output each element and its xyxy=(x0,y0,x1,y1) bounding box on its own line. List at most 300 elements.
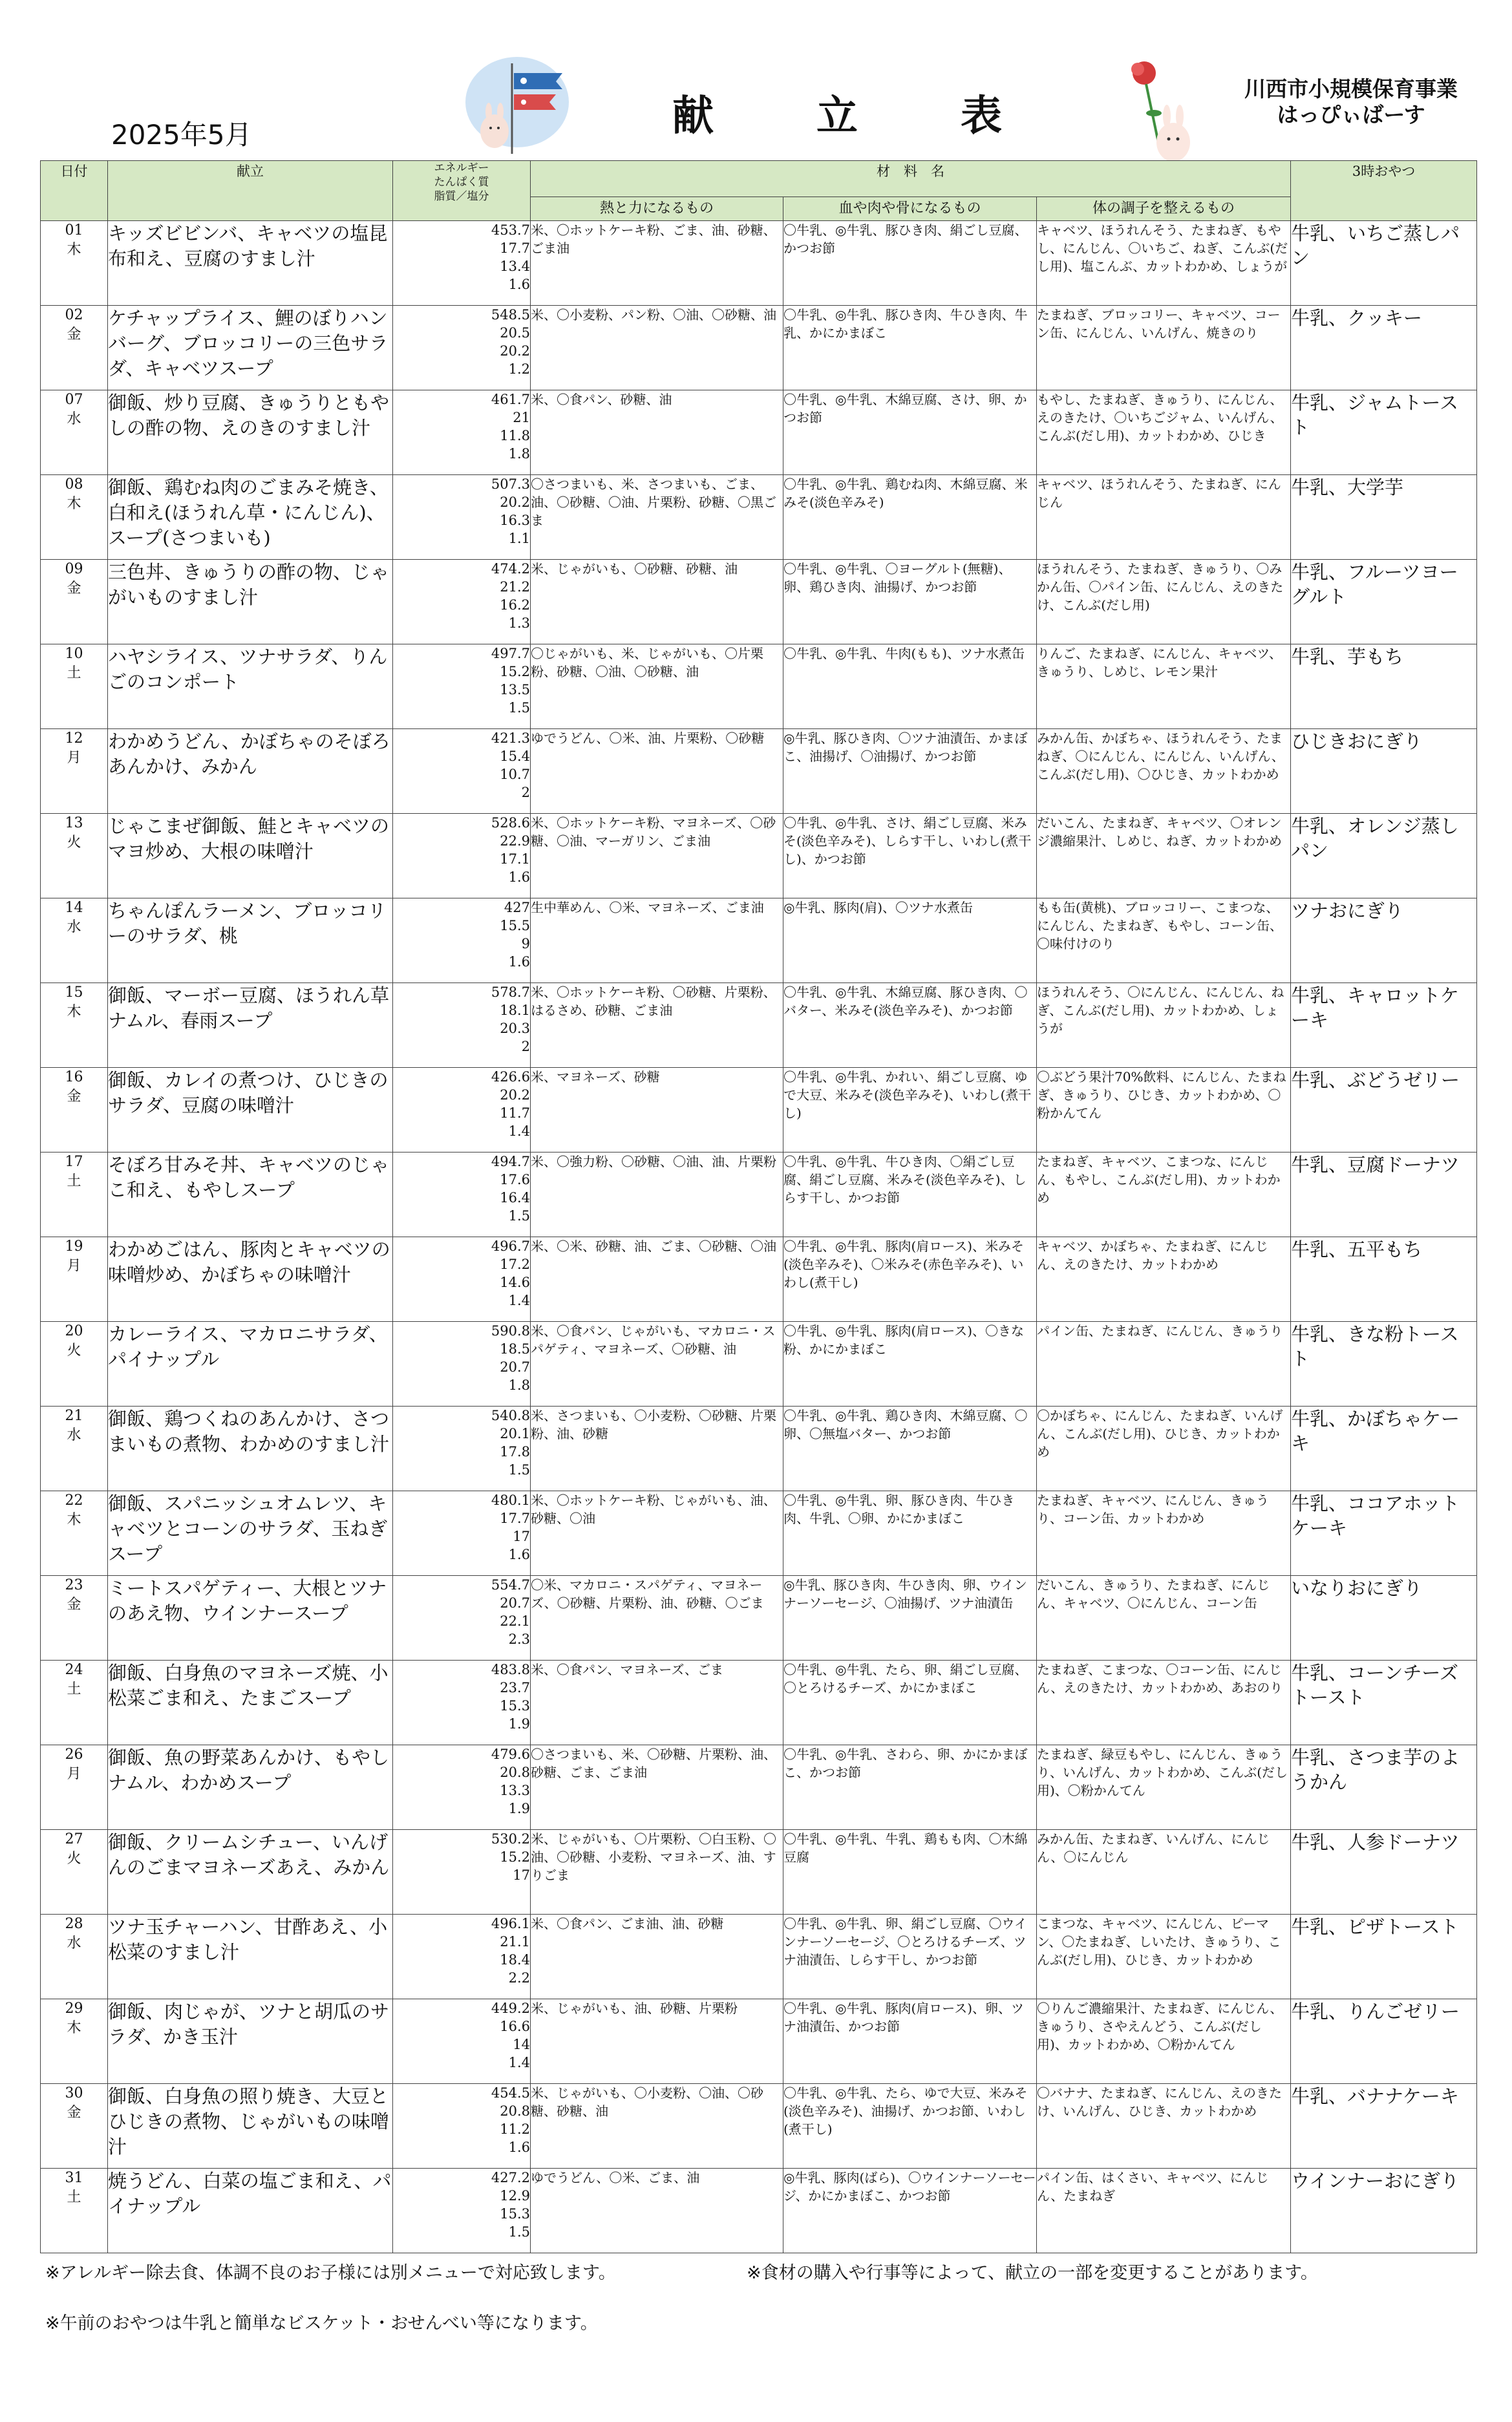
snack-cell: 牛乳、五平もち xyxy=(1291,1237,1477,1322)
salt-value: 1.9 xyxy=(508,1716,530,1732)
blood-foods-cell: 〇牛乳、◎牛乳、牛ひき肉、〇絹ごし豆腐、絹ごし豆腐、米みそ(淡色辛みそ)、しらす干し、かつお節 xyxy=(783,1153,1037,1237)
title-char-1: 献 xyxy=(672,92,714,140)
protein-value: 15.2 xyxy=(500,664,530,679)
energy-value: 474.2 xyxy=(491,561,530,577)
body-foods-cell: パイン缶、はくさい、キャベツ、にんじん、たまねぎ xyxy=(1037,2169,1291,2253)
page-title xyxy=(672,83,1002,142)
menu-cell: ミートスパゲティー、大根とツナのあえ物、ウインナースープ xyxy=(108,1576,393,1661)
menu-cell: 御飯、肉じゃが、ツナと胡瓜のサラダ、かき玉汁 xyxy=(108,1999,393,2084)
snack-cell: 牛乳、さつま芋のようかん xyxy=(1291,1745,1477,1830)
date-cell xyxy=(41,983,108,1068)
menu-row xyxy=(41,983,1477,1068)
day-number: 13 xyxy=(65,815,83,831)
date-cell xyxy=(41,729,108,814)
weekday: 月 xyxy=(67,1258,81,1274)
note-morning-snack: ※午前のおやつは牛乳と簡単なビスケット・おせんべい等になります。 xyxy=(45,2313,598,2333)
fat-value: 22.1 xyxy=(500,1613,530,1629)
energy-value: 479.6 xyxy=(491,1747,530,1762)
blood-foods-cell: 〇牛乳、◎牛乳、牛肉(もも)、ツナ水煮缶 xyxy=(783,644,1037,729)
salt-value: 1.6 xyxy=(508,869,530,885)
protein-value: 17.7 xyxy=(500,240,530,256)
energy-value: 497.7 xyxy=(491,646,530,661)
blood-foods-cell: ◎牛乳、豚ひき肉、〇ツナ油漬缶、かまぼこ、油揚げ、〇油揚げ、かつお節 xyxy=(783,729,1037,814)
body-foods-cell: もやし、たまねぎ、きゅうり、にんじん、えのきたけ、〇いちごジャム、いんげん、こんぶ(だし用)、カットわかめ、ひじき xyxy=(1037,390,1291,475)
date-cell xyxy=(41,1153,108,1237)
day-number: 21 xyxy=(65,1408,83,1424)
date-cell xyxy=(41,1661,108,1745)
blood-foods-cell: 〇牛乳、◎牛乳、卵、絹ごし豆腐、〇ウインナーソーセージ、〇とろけるチーズ、ツナ油漬缶、しらす干し、かつお節 xyxy=(783,1915,1037,1999)
body-foods-cell: キャベツ、かぼちゃ、たまねぎ、にんじん、えのきたけ、カットわかめ xyxy=(1037,1237,1291,1322)
snack-cell: 牛乳、コーンチーズトースト xyxy=(1291,1661,1477,1745)
menu-cell: 御飯、魚の野菜あんかけ、もやしナムル、わかめスープ xyxy=(108,1745,393,1830)
day-number: 22 xyxy=(65,1493,83,1509)
weekday: 土 xyxy=(67,1173,81,1189)
body-foods-cell: 〇りんご濃縮果汁、たまねぎ、にんじん、きゅうり、さやえんどう、こんぶ(だし用)、カットわかめ、〇粉かんてん xyxy=(1037,1999,1291,2084)
menu-cell: 御飯、白身魚のマヨネーズ焼、小松菜ごま和え、たまごスープ xyxy=(108,1661,393,1745)
menu-cell: わかめごはん、豚肉とキャベツの味噌炒め、かぼちゃの味噌汁 xyxy=(108,1237,393,1322)
nutrition-cell xyxy=(393,1999,531,2084)
weekday: 金 xyxy=(67,1597,81,1613)
weekday: 月 xyxy=(67,1766,81,1782)
snack-cell: 牛乳、キャロットケーキ xyxy=(1291,983,1477,1068)
menu-row xyxy=(41,1745,1477,1830)
energy-value: 590.8 xyxy=(491,1323,530,1339)
body-foods-cell: ほうれんそう、〇にんじん、にんじん、ねぎ、こんぶ(だし用)、カットわかめ、しょうが xyxy=(1037,983,1291,1068)
protein-value: 20.1 xyxy=(500,1426,530,1441)
blood-foods-cell: 〇牛乳、◎牛乳、豚肉(肩ロース)、米みそ(淡色辛みそ)、〇米みそ(赤色辛みそ)、いわし(煮干し) xyxy=(783,1237,1037,1322)
blood-foods-cell: 〇牛乳、◎牛乳、さわら、卵、かにかまぼこ、かつお節 xyxy=(783,1745,1037,1830)
header-snack: 3時おやつ xyxy=(1291,161,1477,221)
koinobori-illustration xyxy=(453,50,582,160)
day-number: 16 xyxy=(65,1069,83,1085)
blood-foods-cell: 〇牛乳、◎牛乳、卵、豚ひき肉、牛ひき肉、牛乳、〇卵、かにかまぼこ xyxy=(783,1491,1037,1576)
menu-row xyxy=(41,1999,1477,2084)
day-number: 08 xyxy=(65,476,83,493)
salt-value: 2.2 xyxy=(508,1970,530,1986)
day-number: 26 xyxy=(65,1747,83,1763)
body-foods-cell: 〇ぶどう果汁70%飲料、にんじん、たまねぎ、きゅうり、ひじき、カットわかめ、〇粉かんてん xyxy=(1037,1068,1291,1153)
menu-cell: そぼろ甘みそ丼、キャベツのじゃこ和え、もやしスープ xyxy=(108,1153,393,1237)
header-energy: 熱と力になるもの xyxy=(531,197,783,221)
fat-value: 17 xyxy=(513,1867,530,1883)
date-cell xyxy=(41,475,108,560)
fat-value: 13.5 xyxy=(500,682,530,697)
menu-row xyxy=(41,1491,1477,1576)
nutrition-cell xyxy=(393,1915,531,1999)
nutrition-cell xyxy=(393,983,531,1068)
menu-row xyxy=(41,475,1477,560)
salt-value: 1.6 xyxy=(508,954,530,970)
organization-line-1: 川西市小規模保育事業 xyxy=(1244,76,1458,101)
menu-row xyxy=(41,644,1477,729)
weekday: 金 xyxy=(67,326,81,343)
protein-value: 20.8 xyxy=(500,1765,530,1780)
body-foods-cell: たまねぎ、こまつな、〇コーン缶、にんじん、えのきたけ、カットわかめ、あおのり xyxy=(1037,1661,1291,1745)
blood-foods-cell: 〇牛乳、◎牛乳、たら、卵、絹ごし豆腐、〇とろけるチーズ、かにかまぼこ xyxy=(783,1661,1037,1745)
energy-foods-cell: 〇さつまいも、米、さつまいも、ごま、油、〇砂糖、〇油、片栗粉、砂糖、〇黒ごま xyxy=(531,475,783,560)
date-cell xyxy=(41,1999,108,2084)
weekday: 木 xyxy=(67,2020,81,2036)
snack-cell: 牛乳、かぼちゃケーキ xyxy=(1291,1407,1477,1491)
fat-value: 18.4 xyxy=(500,1952,530,1968)
energy-value: 528.6 xyxy=(491,815,530,831)
protein-value: 12.9 xyxy=(500,2188,530,2204)
menu-row xyxy=(41,1153,1477,1237)
carnation-illustration xyxy=(1115,55,1212,171)
menu-cell: 御飯、マーボー豆腐、ほうれん草ナムル、春雨スープ xyxy=(108,983,393,1068)
nutrition-cell xyxy=(393,729,531,814)
snack-cell: 牛乳、豆腐ドーナツ xyxy=(1291,1153,1477,1237)
fat-value: 17.8 xyxy=(500,1444,530,1460)
blood-foods-cell: 〇牛乳、◎牛乳、牛乳、鶏もも肉、〇木綿豆腐 xyxy=(783,1830,1037,1915)
energy-foods-cell: 米、じゃがいも、〇砂糖、砂糖、油 xyxy=(531,560,783,644)
menu-row xyxy=(41,1407,1477,1491)
body-foods-cell: ほうれんそう、たまねぎ、きゅうり、〇みかん缶、〇パイン缶、にんじん、えのきたけ、こんぶ(だし用) xyxy=(1037,560,1291,644)
energy-foods-cell: ゆでうどん、〇米、ごま、油 xyxy=(531,2169,783,2253)
energy-value: 540.8 xyxy=(491,1408,530,1423)
weekday: 火 xyxy=(67,834,81,851)
fat-value: 13.3 xyxy=(500,1783,530,1798)
body-foods-cell: みかん缶、たまねぎ、いんげん、にんじん、〇にんじん xyxy=(1037,1830,1291,1915)
snack-cell: 牛乳、いちご蒸しパン xyxy=(1291,221,1477,306)
blood-foods-cell: ◎牛乳、豚肉(ばら)、〇ウインナーソーセージ、かにかまぼこ、かつお節 xyxy=(783,2169,1037,2253)
nutrition-cell xyxy=(393,390,531,475)
weekday: 金 xyxy=(67,2105,81,2121)
energy-foods-cell: 米、〇強力粉、〇砂糖、〇油、油、片栗粉 xyxy=(531,1153,783,1237)
energy-value: 530.2 xyxy=(491,1831,530,1847)
energy-foods-cell: 〇米、マカロニ・スパゲティ、マヨネーズ、〇砂糖、片栗粉、油、砂糖、〇ごま xyxy=(531,1576,783,1661)
nutrition-cell xyxy=(393,814,531,898)
menu-cell: わかめうどん、かぼちゃのそぼろあんかけ、みかん xyxy=(108,729,393,814)
fat-value: 20.2 xyxy=(500,343,530,359)
energy-foods-cell: 米、〇小麦粉、パン粉、〇油、〇砂糖、油 xyxy=(531,306,783,390)
snack-cell: 牛乳、きな粉トースト xyxy=(1291,1322,1477,1407)
fat-value: 9 xyxy=(521,936,530,951)
fat-value: 16.2 xyxy=(500,597,530,613)
snack-cell: 牛乳、ジャムトースト xyxy=(1291,390,1477,475)
protein-value: 20.8 xyxy=(500,2103,530,2119)
date-cell xyxy=(41,1068,108,1153)
date-cell xyxy=(41,1407,108,1491)
date-cell xyxy=(41,390,108,475)
menu-row xyxy=(41,2169,1477,2253)
menu-row xyxy=(41,390,1477,475)
protein-value: 21.1 xyxy=(500,1934,530,1949)
organization-line-2: はっぴぃばーす xyxy=(1277,102,1425,127)
energy-value: 454.5 xyxy=(491,2085,530,2101)
menu-row xyxy=(41,1068,1477,1153)
date-cell xyxy=(41,814,108,898)
salt-value: 1.8 xyxy=(508,1377,530,1393)
snack-cell: ツナおにぎり xyxy=(1291,898,1477,983)
blood-foods-cell: ◎牛乳、豚肉(肩)、〇ツナ水煮缶 xyxy=(783,898,1037,983)
snack-cell: 牛乳、オレンジ蒸しパン xyxy=(1291,814,1477,898)
energy-value: 496.7 xyxy=(491,1238,530,1254)
day-number: 09 xyxy=(65,561,83,577)
menu-cell: 御飯、炒り豆腐、きゅうりともやしの酢の物、えのきのすまし汁 xyxy=(108,390,393,475)
weekday: 金 xyxy=(67,580,81,597)
blood-foods-cell: 〇牛乳、◎牛乳、〇ヨーグルト(無糖)、卵、鶏ひき肉、油揚げ、かつお節 xyxy=(783,560,1037,644)
menu-cell: 焼うどん、白菜の塩ごま和え、パイナップル xyxy=(108,2169,393,2253)
menu-cell: ハヤシライス、ツナサラダ、りんごのコンポート xyxy=(108,644,393,729)
weekday: 水 xyxy=(67,1427,81,1443)
protein-value: 15.4 xyxy=(500,749,530,764)
blood-foods-cell: 〇牛乳、◎牛乳、豚肉(肩ロース)、〇きな粉、かにかまぼこ xyxy=(783,1322,1037,1407)
menu-cell: 御飯、クリームシチュー、いんげんのごまマヨネーズあえ、みかん xyxy=(108,1830,393,1915)
fat-value: 16.4 xyxy=(500,1190,530,1206)
nutrition-cell xyxy=(393,1491,531,1576)
body-foods-cell: たまねぎ、キャベツ、こまつな、にんじん、もやし、こんぶ(だし用)、カットわかめ xyxy=(1037,1153,1291,1237)
day-number: 07 xyxy=(65,392,83,408)
body-foods-cell: こまつな、キャベツ、にんじん、ピーマン、〇たまねぎ、しいたけ、きゅうり、こんぶ(だし用)、ひじき、カットわかめ xyxy=(1037,1915,1291,1999)
date-cell xyxy=(41,306,108,390)
body-foods-cell: だいこん、きゅうり、たまねぎ、にんじん、キャベツ、〇にんじん、コーン缶 xyxy=(1037,1576,1291,1661)
menu-table-body xyxy=(41,221,1477,2253)
fat-value: 20.7 xyxy=(500,1359,530,1375)
salt-value: 1.5 xyxy=(508,2224,530,2240)
menu-row xyxy=(41,814,1477,898)
day-number: 28 xyxy=(65,1916,83,1932)
day-number: 12 xyxy=(65,730,83,747)
protein-value: 18.5 xyxy=(500,1341,530,1357)
date-cell xyxy=(41,1237,108,1322)
menu-row xyxy=(41,1830,1477,1915)
menu-row xyxy=(41,2084,1477,2169)
energy-value: 421.3 xyxy=(491,730,530,746)
day-number: 10 xyxy=(65,646,83,662)
menu-row xyxy=(41,560,1477,644)
energy-value: 427 xyxy=(504,900,530,915)
energy-foods-cell: 米、〇ホットケーキ粉、ごま、油、砂糖、ごま油 xyxy=(531,221,783,306)
menu-row xyxy=(41,306,1477,390)
protein-value: 22.9 xyxy=(500,833,530,849)
energy-value: 480.1 xyxy=(491,1493,530,1508)
header-blood: 血や肉や骨になるもの xyxy=(783,197,1037,221)
header-nutrition-line-1: エネルギー xyxy=(434,162,489,175)
snack-cell: 牛乳、ピザトースト xyxy=(1291,1915,1477,1999)
energy-value: 427.2 xyxy=(491,2170,530,2185)
day-number: 01 xyxy=(65,222,83,239)
date-cell xyxy=(41,560,108,644)
snack-cell: ひじきおにぎり xyxy=(1291,729,1477,814)
menu-row xyxy=(41,729,1477,814)
salt-value: 1.8 xyxy=(508,446,530,462)
title-char-2: 立 xyxy=(816,92,858,140)
fat-value: 11.7 xyxy=(500,1105,530,1121)
date-cell xyxy=(41,1491,108,1576)
energy-value: 554.7 xyxy=(491,1577,530,1593)
date-cell xyxy=(41,1830,108,1915)
nutrition-cell xyxy=(393,1830,531,1915)
date-cell xyxy=(41,1915,108,1999)
weekday: 水 xyxy=(67,1935,81,1951)
body-foods-cell: たまねぎ、緑豆もやし、にんじん、きゅうり、いんげん、カットわかめ、こんぶ(だし用)、〇粉かんてん xyxy=(1037,1745,1291,1830)
nutrition-cell xyxy=(393,2169,531,2253)
salt-value: 1.9 xyxy=(508,1801,530,1816)
menu-cell: ツナ玉チャーハン、甘酢あえ、小松菜のすまし汁 xyxy=(108,1915,393,1999)
title-char-3: 表 xyxy=(961,92,1002,140)
fat-value: 14 xyxy=(513,2037,530,2052)
weekday: 火 xyxy=(67,1343,81,1359)
energy-value: 496.1 xyxy=(491,1916,530,1931)
menu-table xyxy=(40,160,1477,2253)
day-number: 24 xyxy=(65,1662,83,1678)
energy-value: 453.7 xyxy=(491,222,530,238)
energy-value: 548.5 xyxy=(491,307,530,323)
energy-foods-cell: ゆでうどん、〇米、油、片栗粉、〇砂糖 xyxy=(531,729,783,814)
energy-value: 449.2 xyxy=(491,2001,530,2016)
body-foods-cell: だいこん、たまねぎ、キャベツ、〇オレンジ濃縮果汁、しめじ、ねぎ、カットわかめ xyxy=(1037,814,1291,898)
protein-value: 20.2 xyxy=(500,1087,530,1103)
protein-value: 20.2 xyxy=(500,494,530,510)
protein-value: 17.6 xyxy=(500,1172,530,1187)
blood-foods-cell: 〇牛乳、◎牛乳、かれい、絹ごし豆腐、ゆで大豆、米みそ(淡色辛みそ)、いわし(煮干し) xyxy=(783,1068,1037,1153)
energy-foods-cell: 米、〇食パン、マヨネーズ、ごま xyxy=(531,1661,783,1745)
nutrition-cell xyxy=(393,1237,531,1322)
weekday: 土 xyxy=(67,1681,81,1697)
nutrition-cell xyxy=(393,560,531,644)
energy-foods-cell: 米、〇ホットケーキ粉、〇砂糖、片栗粉、はるさめ、砂糖、ごま油 xyxy=(531,983,783,1068)
body-foods-cell: キャベツ、ほうれんそう、たまねぎ、にんじん xyxy=(1037,475,1291,560)
protein-value: 21.2 xyxy=(500,579,530,595)
snack-cell: ウインナーおにぎり xyxy=(1291,2169,1477,2253)
body-foods-cell: 〇バナナ、たまねぎ、にんじん、えのきたけ、いんげん、ひじき、カットわかめ xyxy=(1037,2084,1291,2169)
nutrition-cell xyxy=(393,1576,531,1661)
energy-foods-cell: 米、〇食パン、ごま油、油、砂糖 xyxy=(531,1915,783,1999)
body-foods-cell: 〇かぼちゃ、にんじん、たまねぎ、いんげん、こんぶ(だし用)、ひじき、カットわかめ xyxy=(1037,1407,1291,1491)
nutrition-cell xyxy=(393,898,531,983)
nutrition-cell xyxy=(393,1153,531,1237)
nutrition-cell xyxy=(393,1068,531,1153)
blood-foods-cell: 〇牛乳、◎牛乳、さけ、絹ごし豆腐、米みそ(淡色辛みそ)、しらす干し、いわし(煮干し)、かつお節 xyxy=(783,814,1037,898)
header-ingredients: 材 料 名 xyxy=(531,161,1291,197)
menu-row xyxy=(41,1576,1477,1661)
energy-value: 507.3 xyxy=(491,476,530,492)
date-cell xyxy=(41,2169,108,2253)
menu-row xyxy=(41,1322,1477,1407)
date-cell xyxy=(41,1322,108,1407)
protein-value: 21 xyxy=(513,410,530,425)
snack-cell: 牛乳、フルーツヨーグルト xyxy=(1291,560,1477,644)
salt-value: 1.2 xyxy=(508,361,530,377)
protein-value: 15.5 xyxy=(500,918,530,933)
body-foods-cell: キャベツ、ほうれんそう、たまねぎ、もやし、にんじん、〇いちご、ねぎ、こんぶ(だし用)、塩こんぶ、カットわかめ、しょうが xyxy=(1037,221,1291,306)
fat-value: 15.3 xyxy=(500,1698,530,1714)
fat-value: 17.1 xyxy=(500,851,530,867)
weekday: 水 xyxy=(67,411,81,427)
protein-value: 23.7 xyxy=(500,1680,530,1695)
salt-value: 1.5 xyxy=(508,700,530,716)
nutrition-cell xyxy=(393,475,531,560)
fat-value: 13.4 xyxy=(500,259,530,274)
weekday: 金 xyxy=(67,1089,81,1105)
energy-value: 461.7 xyxy=(491,392,530,407)
nutrition-cell xyxy=(393,2084,531,2169)
protein-value: 15.2 xyxy=(500,1849,530,1865)
snack-cell: いなりおにぎり xyxy=(1291,1576,1477,1661)
snack-cell: 牛乳、りんごゼリー xyxy=(1291,1999,1477,2084)
weekday: 木 xyxy=(67,496,81,512)
energy-foods-cell: 米、〇ホットケーキ粉、じゃがいも、油、砂糖、〇油 xyxy=(531,1491,783,1576)
body-foods-cell: パイン缶、たまねぎ、にんじん、きゅうり xyxy=(1037,1322,1291,1407)
fat-value: 15.3 xyxy=(500,2206,530,2222)
energy-foods-cell: 米、さつまいも、〇小麦粉、〇砂糖、片栗粉、油、砂糖 xyxy=(531,1407,783,1491)
fat-value: 16.3 xyxy=(500,513,530,528)
blood-foods-cell: 〇牛乳、◎牛乳、豚ひき肉、牛ひき肉、牛乳、かにかまぼこ xyxy=(783,306,1037,390)
menu-row xyxy=(41,898,1477,983)
salt-value: 1.1 xyxy=(508,531,530,546)
snack-cell: 牛乳、大学芋 xyxy=(1291,475,1477,560)
salt-value: 1.6 xyxy=(508,277,530,292)
weekday: 木 xyxy=(67,1004,81,1020)
blood-foods-cell: 〇牛乳、◎牛乳、鶏むね肉、木綿豆腐、米みそ(淡色辛みそ) xyxy=(783,475,1037,560)
salt-value: 1.6 xyxy=(508,1547,530,1562)
blood-foods-cell: 〇牛乳、◎牛乳、たら、ゆで大豆、米みそ(淡色辛みそ)、油揚げ、かつお節、いわし(煮干し) xyxy=(783,2084,1037,2169)
nutrition-cell xyxy=(393,1661,531,1745)
energy-foods-cell: 生中華めん、〇米、マヨネーズ、ごま油 xyxy=(531,898,783,983)
day-number: 19 xyxy=(65,1238,83,1255)
nutrition-cell xyxy=(393,644,531,729)
nutrition-cell xyxy=(393,1322,531,1407)
protein-value: 20.7 xyxy=(500,1595,530,1611)
salt-value: 1.6 xyxy=(508,2140,530,2155)
nutrition-cell xyxy=(393,1745,531,1830)
day-number: 02 xyxy=(65,307,83,323)
protein-value: 16.6 xyxy=(500,2019,530,2034)
energy-foods-cell: 〇じゃがいも、米、じゃがいも、〇片栗粉、砂糖、〇油、〇砂糖、油 xyxy=(531,644,783,729)
menu-cell: 御飯、白身魚の照り焼き、大豆とひじきの煮物、じゃがいもの味噌汁 xyxy=(108,2084,393,2169)
menu-cell: じゃこまぜ御飯、鮭とキャベツのマヨ炒め、大根の味噌汁 xyxy=(108,814,393,898)
header-nutrition-line-2: たんぱく質 xyxy=(434,176,489,189)
header-nutrition-line-3: 脂質／塩分 xyxy=(434,190,489,203)
snack-cell: 牛乳、クッキー xyxy=(1291,306,1477,390)
salt-value: 1.5 xyxy=(508,1462,530,1478)
menu-row xyxy=(41,1661,1477,1745)
protein-value: 17.2 xyxy=(500,1257,530,1272)
salt-value: 1.4 xyxy=(508,1123,530,1139)
day-number: 14 xyxy=(65,900,83,916)
energy-foods-cell: 米、じゃがいも、〇小麦粉、〇油、〇砂糖、砂糖、油 xyxy=(531,2084,783,2169)
nutrition-cell xyxy=(393,1407,531,1491)
date-cell xyxy=(41,2084,108,2169)
header-nutrition xyxy=(393,161,531,221)
salt-value: 1.3 xyxy=(508,615,530,631)
blood-foods-cell: 〇牛乳、◎牛乳、木綿豆腐、さけ、卵、かつお節 xyxy=(783,390,1037,475)
salt-value: 2 xyxy=(521,1039,530,1054)
energy-value: 426.6 xyxy=(491,1069,530,1085)
body-foods-cell: りんご、たまねぎ、にんじん、キャベツ、きゅうり、しめじ、レモン果汁 xyxy=(1037,644,1291,729)
weekday: 木 xyxy=(67,1512,81,1528)
date-cell xyxy=(41,644,108,729)
weekday: 月 xyxy=(67,750,81,766)
weekday: 土 xyxy=(67,665,81,681)
fat-value: 20.3 xyxy=(500,1021,530,1036)
fat-value: 11.8 xyxy=(500,428,530,443)
weekday: 水 xyxy=(67,919,81,935)
body-foods-cell: たまねぎ、ブロッコリー、キャベツ、コーン缶、にんじん、いんげん、焼きのり xyxy=(1037,306,1291,390)
fat-value: 10.7 xyxy=(500,767,530,782)
energy-value: 483.8 xyxy=(491,1662,530,1677)
note-allergy: ※アレルギー除去食、体調不良のお子様には別メニューで対応致します。 xyxy=(45,2263,616,2283)
menu-cell: 御飯、鶏むね肉のごまみそ焼き、白和え(ほうれん草・にんじん)、スープ(さつまいも) xyxy=(108,475,393,560)
date-cell xyxy=(41,898,108,983)
energy-foods-cell: 米、〇食パン、じゃがいも、マカロニ・スパゲティ、マヨネーズ、〇砂糖、油 xyxy=(531,1322,783,1407)
salt-value: 2.3 xyxy=(508,1631,530,1647)
nutrition-cell xyxy=(393,306,531,390)
salt-value: 1.4 xyxy=(508,2055,530,2070)
snack-cell: 牛乳、ココアホットケーキ xyxy=(1291,1491,1477,1576)
energy-value: 578.7 xyxy=(491,984,530,1000)
